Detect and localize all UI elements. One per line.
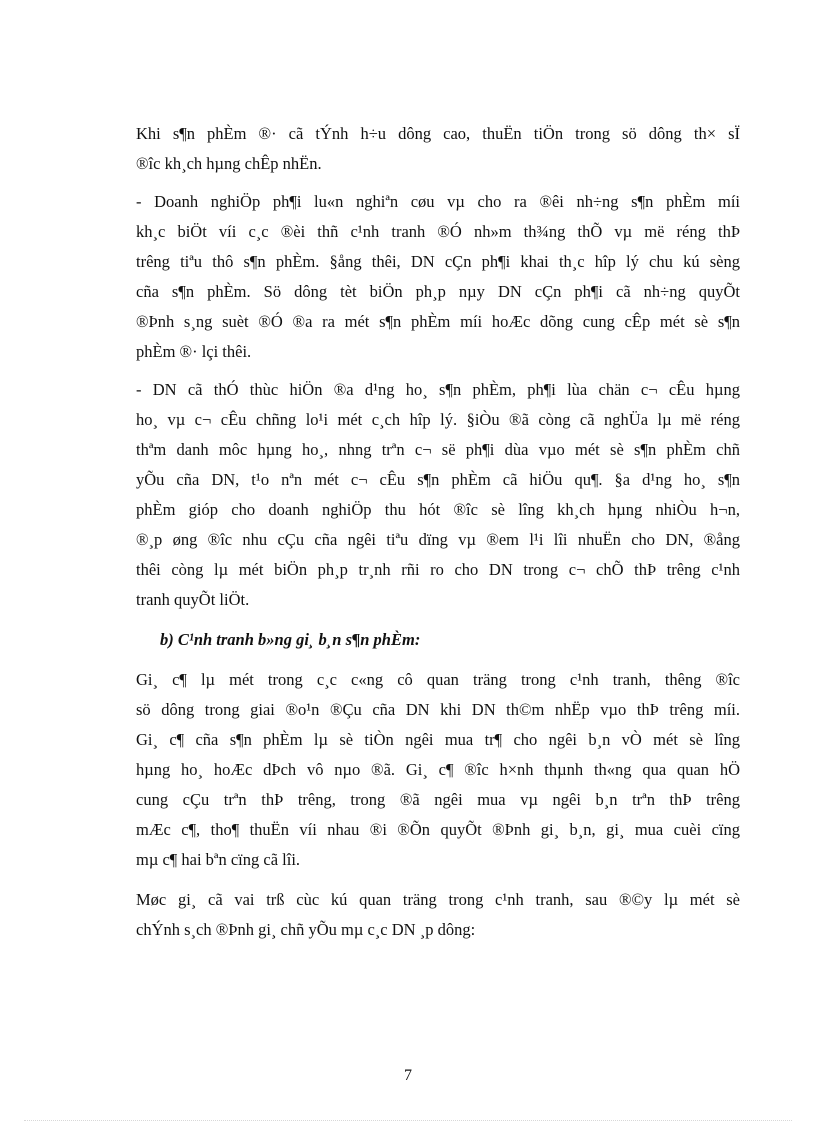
text-line: thêi còng lµ mét biÖn ph¸p tr¸nh rñi ro cho DN trong c¬ chÕ thÞ trêng c¹nh: [136, 560, 740, 579]
text-line: thªm danh môc hµng ho¸, nhng trªn c¬ së ph¶i dùa vµo mét sè s¶n phÈm chñ: [136, 440, 740, 459]
text-line: kh¸c biÖt víi c¸c ®èi thñ c¹nh tranh ®Ó nh»m th¾ng thÕ vµ më réng thÞ: [136, 222, 740, 241]
text-line: hµng ho¸ hoÆc dÞch vô nµo ®ã. Gi¸ c¶ ®îc h×nh thµnh th«ng qua quan hÖ: [136, 760, 740, 779]
text-line: ho¸ vµ c¬ cÊu chñng lo¹i mét c¸ch hîp lý. §iÒu ®ã còng cã nghÜa lµ më réng: [136, 410, 740, 429]
text-line: mµ c¶ hai bªn cïng cã lîi.: [136, 850, 301, 869]
text-line: mÆc c¶, tho¶ thuËn víi nhau ®i ®Õn quyÕt ®Þnh gi¸ b¸n, gi¸ mua cuèi cïng: [136, 820, 740, 839]
text-line: Gi¸ c¶ cña s¶n phÈm lµ sè tiÒn ngêi mua tr¶ cho ngêi b¸n vÒ mét sè lîng: [136, 730, 740, 749]
text-line: trêng tiªu thô s¶n phÈm. §ång thêi, DN cÇn ph¶i khai th¸c hîp lý chu kú sèng: [136, 252, 740, 271]
text-line: sö dông trong giai ®o¹n ®Çu cña DN khi DN th©m nhËp vµo thÞ trêng míi.: [136, 700, 740, 719]
text-line: chÝnh s¸ch ®Þnh gi¸ chñ yÕu mµ c¸c DN ¸p dông:: [136, 920, 476, 939]
text-line: phÈm ®· lçi thêi.: [136, 342, 252, 361]
text-line: Khi s¶n phÈm ®· cã tÝnh h÷u dông cao, thuËn tiÖn trong sö dông th× sÏ: [136, 124, 740, 143]
text-line: - DN cã thÓ thùc hiÖn ®a d¹ng ho¸ s¶n phÈm, ph¶i lùa chän c¬ cÊu hµng: [136, 380, 740, 399]
text-line: yÕu cña DN, t¹o nªn mét c¬ cÊu s¶n phÈm cã hiÖu qu¶. §a d¹ng ho¸ s¶n: [136, 470, 740, 489]
text-line: phÈm gióp cho doanh nghiÖp thu hót ®îc sè lîng kh¸ch hµng nhiÒu h¬n,: [136, 500, 740, 519]
text-line: Møc gi¸ cã vai trß cùc kú quan träng trong c¹nh tranh, sau ®©y lµ mét sè: [136, 890, 740, 909]
text-line: cung cÇu trªn thÞ trêng, trong ®ã ngêi mua vµ ngêi b¸n trªn thÞ trêng: [136, 790, 740, 809]
page-number: 7: [404, 1067, 412, 1084]
page-bottom-rule: [24, 1120, 792, 1121]
text-line: ®îc kh¸ch hµng chÊp nhËn.: [136, 154, 322, 173]
section-heading: b) C¹nh tranh b»ng gi¸ b¸n s¶n phÈm:: [160, 630, 421, 649]
text-line: ®Þnh s¸ng suèt ®Ó ®a ra mét s¶n phÈm míi hoÆc dõng cung cÊp mét sè s¶n: [136, 312, 740, 331]
text-line: tranh quyÕt liÖt.: [136, 590, 250, 609]
text-line: Gi¸ c¶ lµ mét trong c¸c c«ng cô quan träng trong c¹nh tranh, thêng ®îc: [136, 670, 740, 689]
text-line: ®¸p øng ®îc nhu cÇu cña ngêi tiªu dïng vµ ®em l¹i lîi nhuËn cho DN, ®ång: [136, 530, 740, 549]
text-line: cña s¶n phÈm. Sö dông tèt biÖn ph¸p nµy DN cÇn ph¶i cã nh÷ng quyÕt: [136, 282, 740, 301]
text-line: - Doanh nghiÖp ph¶i lu«n nghiªn cøu vµ cho ra ®êi nh÷ng s¶n phÈm míi: [136, 192, 740, 211]
